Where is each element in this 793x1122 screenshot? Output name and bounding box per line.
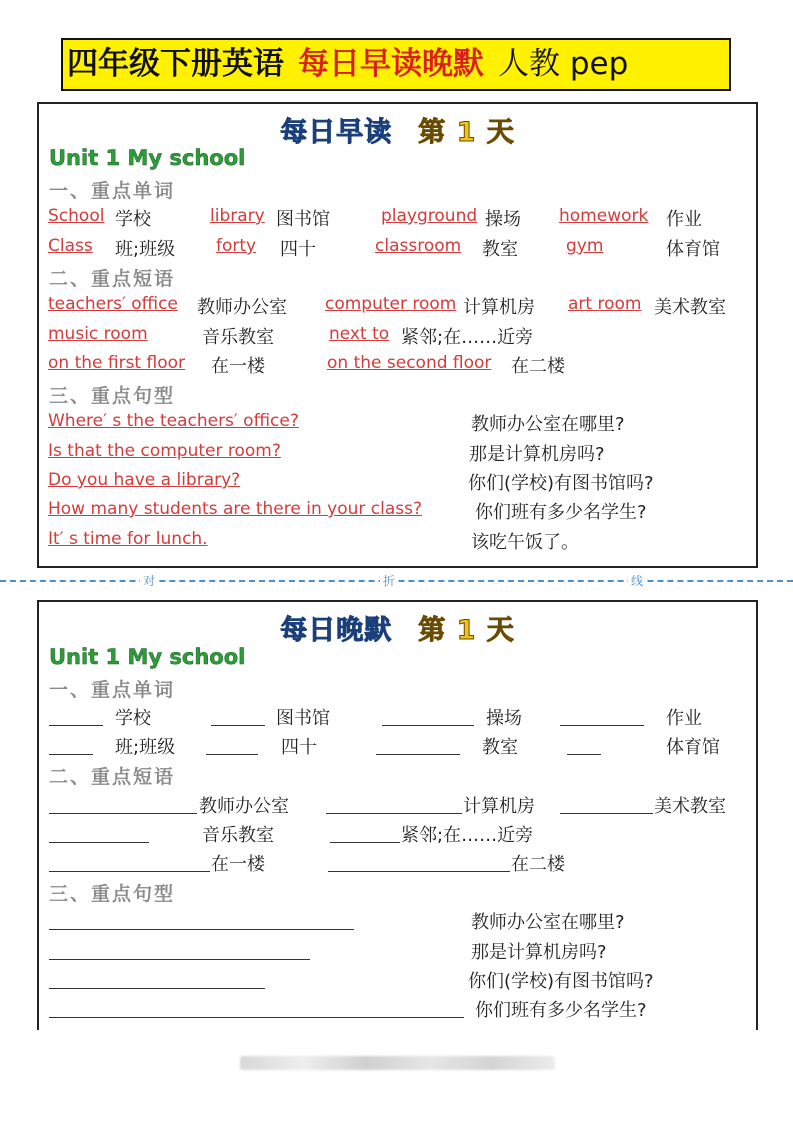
word-cn: 班;班级 [115,239,176,260]
word-cn: 学校 [115,209,151,230]
word-cn: 班;班级 [115,737,176,758]
sentence-en: How many students are there in your class? [48,499,422,519]
answer-blank[interactable] [560,813,653,814]
answer-blank[interactable] [49,842,149,843]
answer-blank[interactable] [330,842,400,843]
phrase-cn: 教师办公室 [197,297,287,318]
word-cn: 四十 [281,737,317,758]
morning-unit-title: Unit 1 My school [49,146,246,170]
word-cn: 学校 [115,708,151,729]
evening-section-sentences: 三、重点句型 [49,883,176,905]
word-cn: 图书馆 [276,708,330,729]
title-grade: 四年级下册英语 [67,46,284,82]
sentence-cn: 那是计算机房吗? [471,942,607,963]
word-cn: 体育馆 [666,239,720,260]
word-en: playground [381,206,478,226]
answer-blank[interactable] [49,725,103,726]
sentence-cn: 你们(学校)有图书馆吗? [468,971,654,992]
word-en: Class [48,236,93,256]
answer-blank[interactable] [49,871,210,872]
answer-blank[interactable] [328,871,510,872]
phrase-cn: 美术教室 [654,297,726,318]
sentence-cn: 教师办公室在哪里? [471,912,625,933]
phrase-en: teachers′ office [48,294,178,314]
word-cn: 四十 [280,239,316,260]
phrase-cn: 在二楼 [511,854,565,875]
phrase-cn: 在一楼 [211,356,265,377]
morning-heading [39,110,756,149]
phrase-cn: 美术教室 [654,796,726,817]
phrase-en: on the first floor [48,353,186,373]
sentence-en: Is that the computer room? [48,441,281,461]
answer-blank[interactable] [382,725,474,726]
fold-label: 折 [380,572,398,589]
phrase-cn: 在一楼 [211,854,265,875]
sentence-cn: 你们(学校)有图书馆吗? [468,473,654,494]
word-cn: 体育馆 [666,737,720,758]
answer-blank[interactable] [376,754,460,755]
phrase-cn: 在二楼 [511,356,565,377]
word-en: homework [559,206,649,226]
sentence-en: Do you have a library? [48,470,241,490]
word-cn: 操场 [486,708,522,729]
sentence-cn: 那是计算机房吗? [469,444,605,465]
phrase-cn: 计算机房 [463,796,535,817]
sentence-cn: 你们班有多少名学生? [475,502,647,523]
sentence-en: It′ s time for lunch. [48,529,208,549]
phrase-cn: 紧邻;在……近旁 [401,327,534,348]
morning-heading-label: 每日早读 [280,117,393,148]
phrase-cn: 音乐教室 [202,327,274,348]
word-en: classroom [375,236,462,256]
sentence-en: Where′ s the teachers′ office? [48,411,299,431]
answer-blank[interactable] [560,725,644,726]
sentence-cn: 你们班有多少名学生? [475,1000,647,1021]
answer-blank[interactable] [326,813,462,814]
title-edition: 人教 pep [498,46,629,82]
fold-label: 线 [628,572,646,589]
phrase-cn: 计算机房 [463,297,535,318]
phrase-cn: 紧邻;在……近旁 [401,825,534,846]
page-title-banner [61,38,731,91]
word-en: forty [216,236,257,256]
answer-blank[interactable] [49,988,265,989]
evening-heading-label: 每日晚默 [280,615,393,646]
phrase-en: music room [48,324,148,344]
fold-label: 对 [140,572,158,589]
word-cn: 图书馆 [276,209,330,230]
word-cn: 教室 [482,239,518,260]
answer-blank[interactable] [49,929,354,930]
evening-heading [39,608,756,647]
word-cn: 作业 [666,209,702,230]
word-cn: 教室 [482,737,518,758]
answer-blank[interactable] [49,1017,464,1018]
blurred-footer-watermark [240,1056,555,1070]
phrase-en: on the second floor [327,353,492,373]
morning-section-sentences: 三、重点句型 [49,385,176,407]
answer-blank[interactable] [49,813,197,814]
answer-blank[interactable] [206,754,258,755]
sentence-cn: 该吃午饭了。 [471,532,579,553]
phrase-en: next to [329,324,390,344]
morning-section-phrases: 二、重点短语 [49,268,176,290]
word-cn: 操场 [485,209,521,230]
morning-day-label: 第 1 天 [418,117,515,148]
answer-blank[interactable] [49,959,310,960]
evening-section-phrases: 二、重点短语 [49,766,176,788]
word-en: gym [566,236,604,256]
phrase-cn: 教师办公室 [199,796,289,817]
phrase-en: art room [568,294,642,314]
answer-blank[interactable] [49,754,93,755]
phrase-cn: 音乐教室 [202,825,274,846]
evening-unit-title: Unit 1 My school [49,645,246,669]
phrase-en: computer room [325,294,457,314]
answer-blank[interactable] [567,754,601,755]
word-cn: 作业 [666,708,702,729]
word-en: library [210,206,265,226]
morning-section-words: 一、重点单词 [49,180,176,202]
answer-blank[interactable] [211,725,265,726]
title-main: 每日早读晚默 [298,46,484,82]
evening-section-words: 一、重点单词 [49,679,176,701]
evening-day-label: 第 1 天 [418,615,515,646]
sentence-cn: 教师办公室在哪里? [471,414,625,435]
word-en: School [48,206,105,226]
